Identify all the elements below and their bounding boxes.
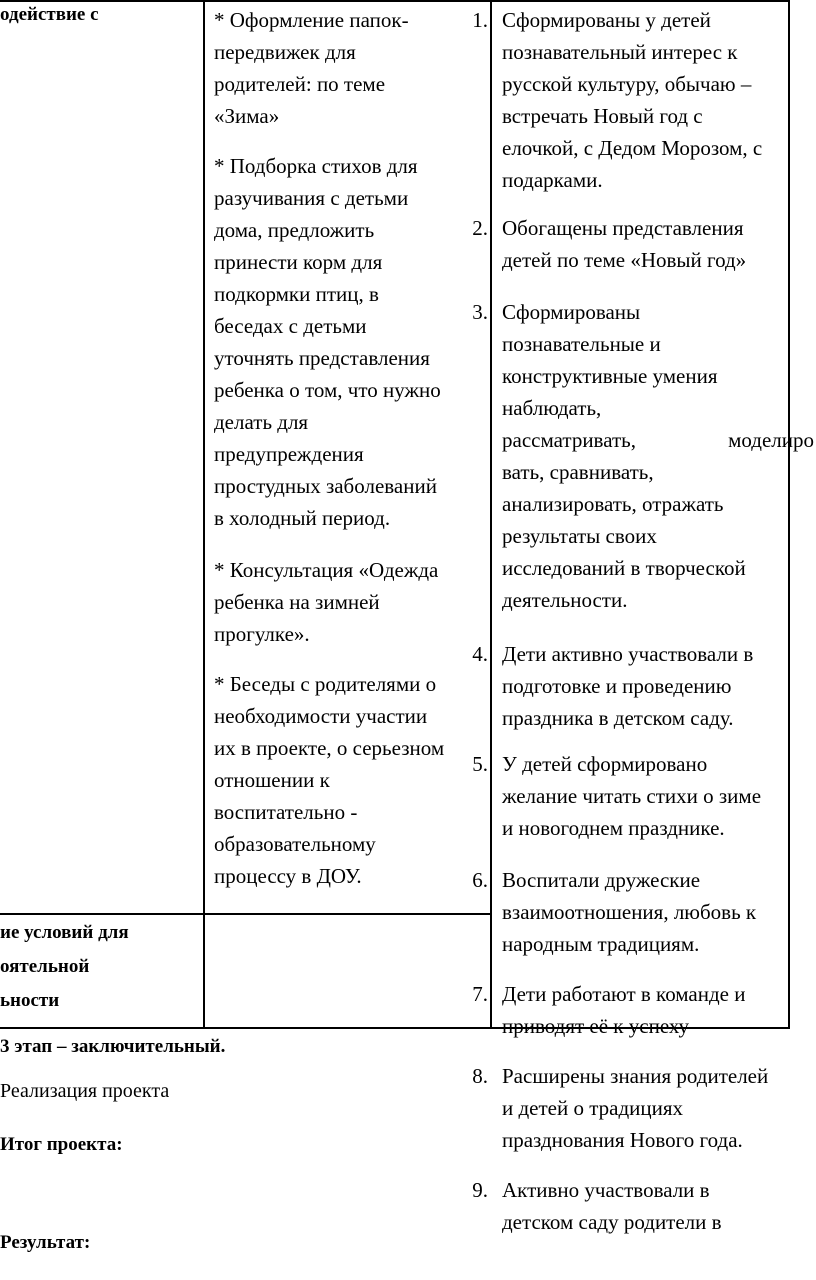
result-line: познавательные и [502, 332, 661, 356]
middle-paragraph-4: * Беседы с родителями о необходимости участии их в проекте, о серьезном отношении к воспитательно - образовательному процессу в ДОУ. [214, 672, 445, 888]
result-number: 7. [472, 982, 488, 1006]
result-number: 9. [472, 1178, 488, 1202]
result-item [502, 4, 762, 196]
result-item [502, 864, 756, 960]
result-line: Дети работают в команде и [502, 982, 746, 1006]
result-line: праздника в детском саду. [502, 706, 734, 730]
table-col-divider-1 [203, 0, 205, 1029]
result-line: результаты своих [502, 524, 657, 548]
result-line: конструктивные умения [502, 364, 718, 388]
result-line: детей по теме «Новый год» [502, 248, 747, 272]
result-line: детском саду родители в [502, 1210, 722, 1234]
result-number: 3. [472, 300, 488, 324]
result-line-part: рассматривать, [502, 428, 636, 452]
result-item [502, 1060, 768, 1156]
realization-text: Реализация проекта [0, 1080, 170, 1102]
summary-heading: Итог проекта: [0, 1134, 123, 1155]
middle-paragraph-2: * Подборка стихов для разучивания с детьми дома, предложить принести корм для подкормки птиц, в беседах с детьми уточнять представления ребенка о том, что нужно делать для предупреждения простудных заболеваний в холодный период. [214, 154, 441, 530]
left-cell-row2: ие условий для оятельной ьности [0, 922, 129, 1011]
result-line: Активно участвовали в [502, 1178, 710, 1202]
result-item [502, 748, 761, 844]
stage-heading: 3 этап – заключительный. [0, 1036, 226, 1057]
result-line: У детей сформировано [502, 752, 708, 776]
result-line: познавательный интерес к [502, 40, 738, 64]
middle-paragraph-3: * Консультация «Одежда ребенка на зимней прогулке». [214, 558, 439, 646]
table-col-divider-2 [490, 0, 492, 1029]
result-line [502, 424, 814, 456]
result-line: исследований в творческой [502, 556, 746, 580]
result-line: деятельности. [502, 588, 628, 612]
result-line: Сформированы у детей [502, 8, 711, 32]
result-item [502, 638, 753, 734]
table-row-divider [0, 913, 492, 915]
result-number: 5. [472, 752, 488, 776]
result-line: русской культуру, обычаю – [502, 72, 752, 96]
left-cell-row1: одействие с [0, 4, 99, 25]
result-item [502, 1174, 722, 1238]
result-line: анализировать, отражать [502, 492, 724, 516]
result-number: 6. [472, 868, 488, 892]
result-line: подготовке и проведению [502, 674, 732, 698]
result-number: 8. [472, 1064, 488, 1088]
result-line: и детей о традициях [502, 1096, 684, 1120]
result-item [502, 978, 746, 1042]
result-item [502, 212, 746, 276]
result-line: взаимоотношения, любовь к [502, 900, 757, 924]
table-top-border [0, 0, 790, 2]
result-line: Воспитали дружеские [502, 868, 701, 892]
result-line: Расширены знания родителей [502, 1064, 769, 1088]
result-line: Дети активно участвовали в [502, 642, 754, 666]
middle-paragraph-1: * Оформление папок- передвижек для родителей: по теме «Зима» [214, 8, 409, 128]
result-number: 4. [472, 642, 488, 666]
result-line: желание читать стихи о зиме [502, 784, 762, 808]
result-line-part: моделиро [728, 428, 814, 452]
result-item [502, 296, 814, 616]
result-line: народным традициям. [502, 932, 700, 956]
result-line: и новогоднем празднике. [502, 816, 725, 840]
result-line: наблюдать, [502, 396, 602, 420]
result-line: Сформированы [502, 300, 641, 324]
result-line: Обогащены представления [502, 216, 744, 240]
result-number: 1. [472, 8, 488, 32]
result-line: встречать Новый год с [502, 104, 703, 128]
result-number: 2. [472, 216, 488, 240]
result-line: подарками. [502, 168, 603, 192]
result-line: празднования Нового года. [502, 1128, 743, 1152]
result-line: елочкой, с Дедом Морозом, с [502, 136, 763, 160]
result-line: вать, сравнивать, [502, 460, 654, 484]
result-heading: Результат: [0, 1232, 91, 1253]
result-line: приводят её к успеху [502, 1014, 690, 1038]
